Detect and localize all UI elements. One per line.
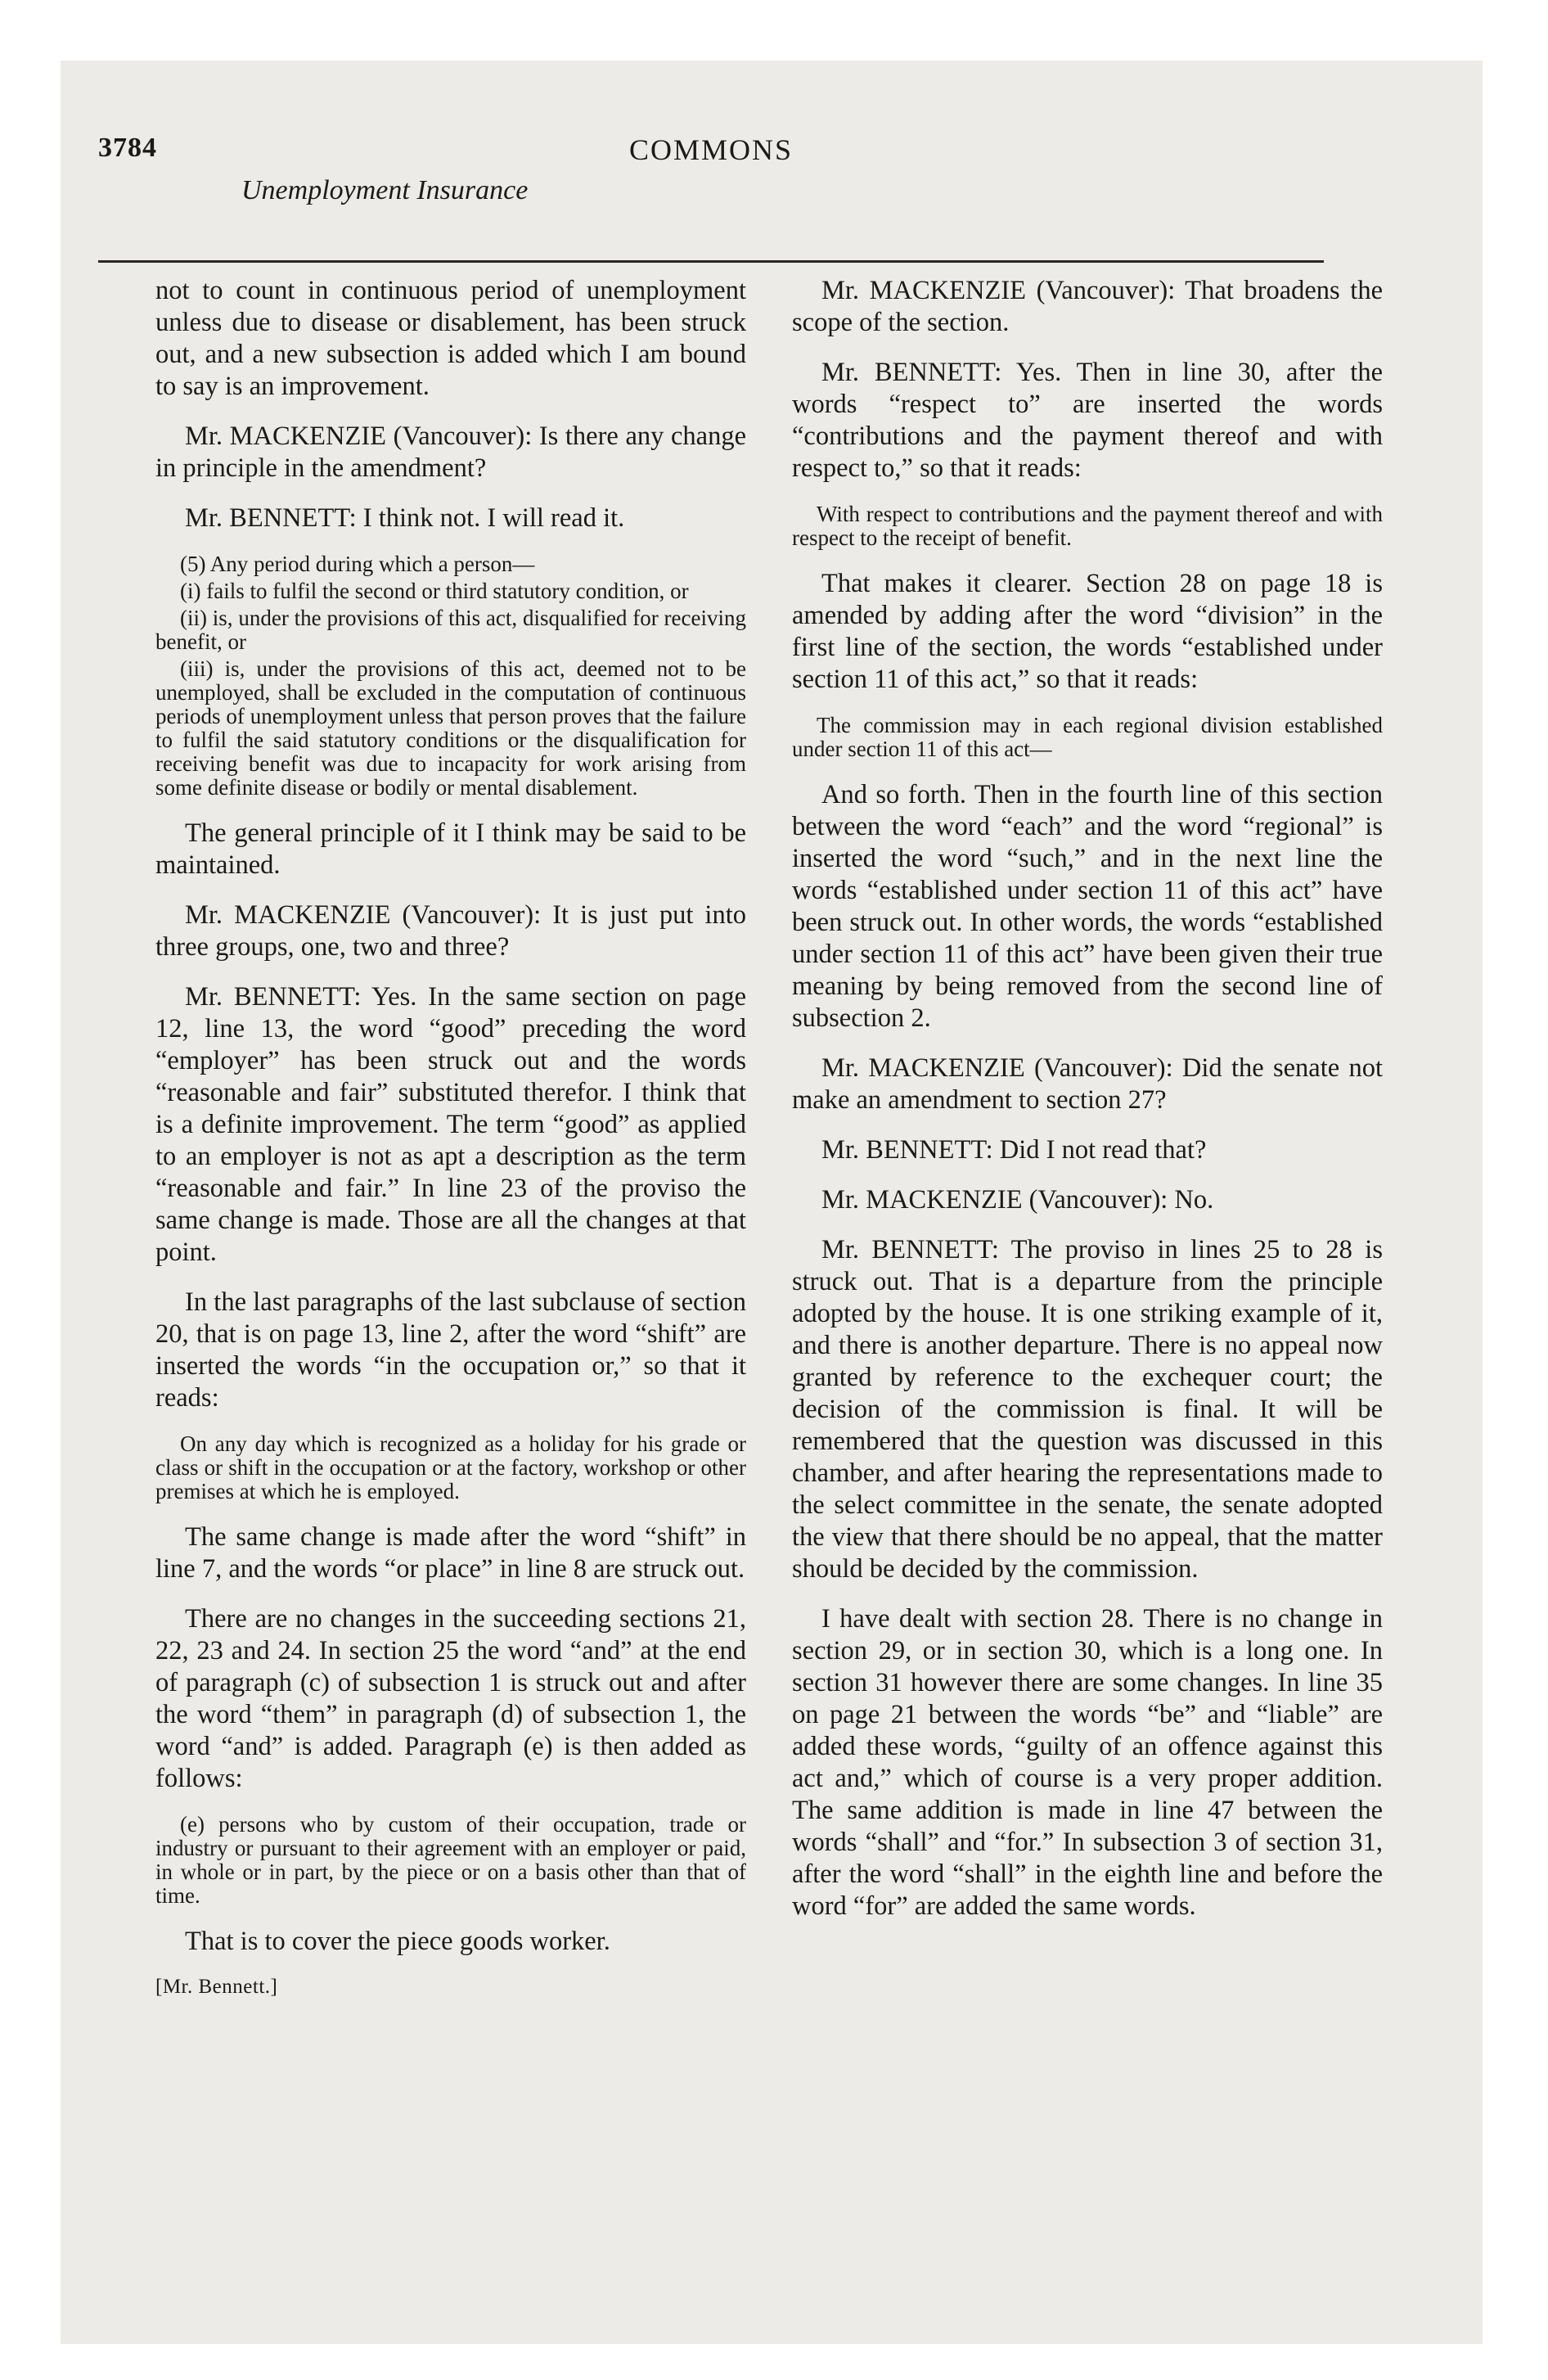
paragraph: The general principle of it I think may be said to be maintained. (155, 818, 746, 880)
paragraph: The same change is made after the word “shift” in line 7, and the words “or place” in line 8 are struck out. (155, 1522, 746, 1584)
paragraph: Mr. MACKENZIE (Vancouver): That broadens the scope of the section. (792, 276, 1383, 337)
header-rule (98, 260, 1324, 263)
paragraph: Mr. BENNETT: Yes. In the same section on page 12, line 13, the word “good” preceding the word “employer” has been struck out and the words “reasonable and fair” substituted therefor. I think that is a definite improvement. The term “good” as applied to an employer is not as apt a description as the term “reasonable and fair.” In line 23 of the proviso the same change is made. Those are all the changes at that point. (155, 982, 746, 1267)
paragraph: Mr. BENNETT: Did I not read that? (821, 1135, 1207, 1165)
quoted-text: (ii) is, under the provisions of this act, disqualified for receiving benefit, or (155, 606, 746, 654)
paragraph: That is to cover the piece goods worker. (185, 1927, 610, 1956)
quoted-text: With respect to contributions and the payment thereof and with respect to the receipt of benefit. (792, 502, 1383, 550)
paragraph: Mr. BENNETT: Yes. Then in line 30, after the words “respect to” are inserted the words “contributions and the payment thereof and with respect to,” so that it reads: (792, 358, 1383, 483)
paragraph: Mr. MACKENZIE (Vancouver): Did the senate not make an amendment to section 27? (792, 1053, 1383, 1115)
paragraph: Mr. MACKENZIE (Vancouver): No. (821, 1185, 1214, 1215)
quoted-text: On any day which is recognized as a holiday for his grade or class or shift in the occupation or at the factory, workshop or other premises at which he is employed. (155, 1431, 746, 1503)
paragraph: Mr. BENNETT: I think not. I will read it. (185, 503, 625, 533)
quoted-text: The commission may in each regional division established under section 11 of this act— (792, 713, 1383, 761)
paragraph: I have dealt with section 28. There is no change in section 29, or in section 30, which is a long one. In section 31 however there are some changes. In line 35 on page 21 between the words “be” and “liable” are added these words, “guilty of an offence against this act and,” which of course is a very proper addition. The same addition is made in line 47 between the words “shall” and “for.” In subsection 3 of section 31, after the word “shall” in the eighth line and before the word “for” are added the same words. (792, 1604, 1383, 1921)
quoted-text: (e) persons who by custom of their occupation, trade or industry or pursuant to their agreement with an employer or paid, in whole or in part, by the piece or on a basis other than that of time. (155, 1812, 746, 1908)
quoted-text: (iii) is, under the provisions of this act, deemed not to be unemployed, shall be excluded in the computation of continuous periods of unemployment unless that person proves that the failure to fulfil the said statutory conditions or the disqualification for receiving benefit was due to incapacity for work arising from some definite disease or bodily or mental disablement. (155, 656, 746, 800)
page-header (98, 123, 1324, 254)
section-title: Unemployment Insurance (241, 175, 529, 205)
paragraph: In the last paragraphs of the last subclause of section 20, that is on page 13, line 2, after the word “shift” are inserted the words “in the occupation or,” so that it reads: (155, 1287, 746, 1413)
paragraph: not to count in continuous period of unemployment unless due to disease or disablement, has been struck out, and a new subsection is added which I am bound to say is an improvement. (155, 276, 746, 401)
paragraph: There are no changes in the succeeding sections 21, 22, 23 and 24. In section 25 the word “and” at the end of paragraph (c) of subsection 1 is struck out and after the word “them” in paragraph (d) of subsection 1, the word “and” is added. Paragraph (e) is then added as follows: (155, 1604, 746, 1793)
paragraph: Mr. MACKENZIE (Vancouver): It is just put into three groups, one, two and three? (155, 900, 746, 962)
paragraph: That makes it clearer. Section 28 on page 18 is amended by adding after the word “division” in the first line of the section, the words “established under section 11 of this act,” so that it reads: (792, 569, 1383, 694)
page-number: 3784 (98, 133, 157, 163)
quoted-text: (5) Any period during which a person— (180, 552, 535, 576)
paragraph: And so forth. Then in the fourth line of this section between the word “each” and the word “regional” is inserted the word “such,” and in the next line the words “established under section 11 of this act” have been struck out. In other words, the words “established under section 11 of this act” have been given their true meaning by being removed from the second line of subsection 2. (792, 780, 1383, 1033)
left-column (155, 275, 746, 1999)
speaker-footer: [Mr. Bennett.] (155, 1976, 278, 1998)
quoted-text: (i) fails to fulfil the second or third statutory condition, or (180, 579, 689, 603)
paragraph: Mr. BENNETT: The proviso in lines 25 to 28 is struck out. That is a departure from the principle adopted by the house. It is one striking example of it, and there is another departure. There is no appeal now granted by reference to the exchequer court; the decision of the commission is final. It will be remembered that the question was discussed in this chamber, and after hearing the representations made to the select committee in the senate, the senate adopted the view that there should be no appeal, that the matter should be decided by the commission. (792, 1235, 1383, 1584)
paragraph: Mr. MACKENZIE (Vancouver): Is there any change in principle in the amendment? (155, 421, 746, 483)
right-column (792, 275, 1383, 1941)
running-head: COMMONS (628, 133, 794, 166)
